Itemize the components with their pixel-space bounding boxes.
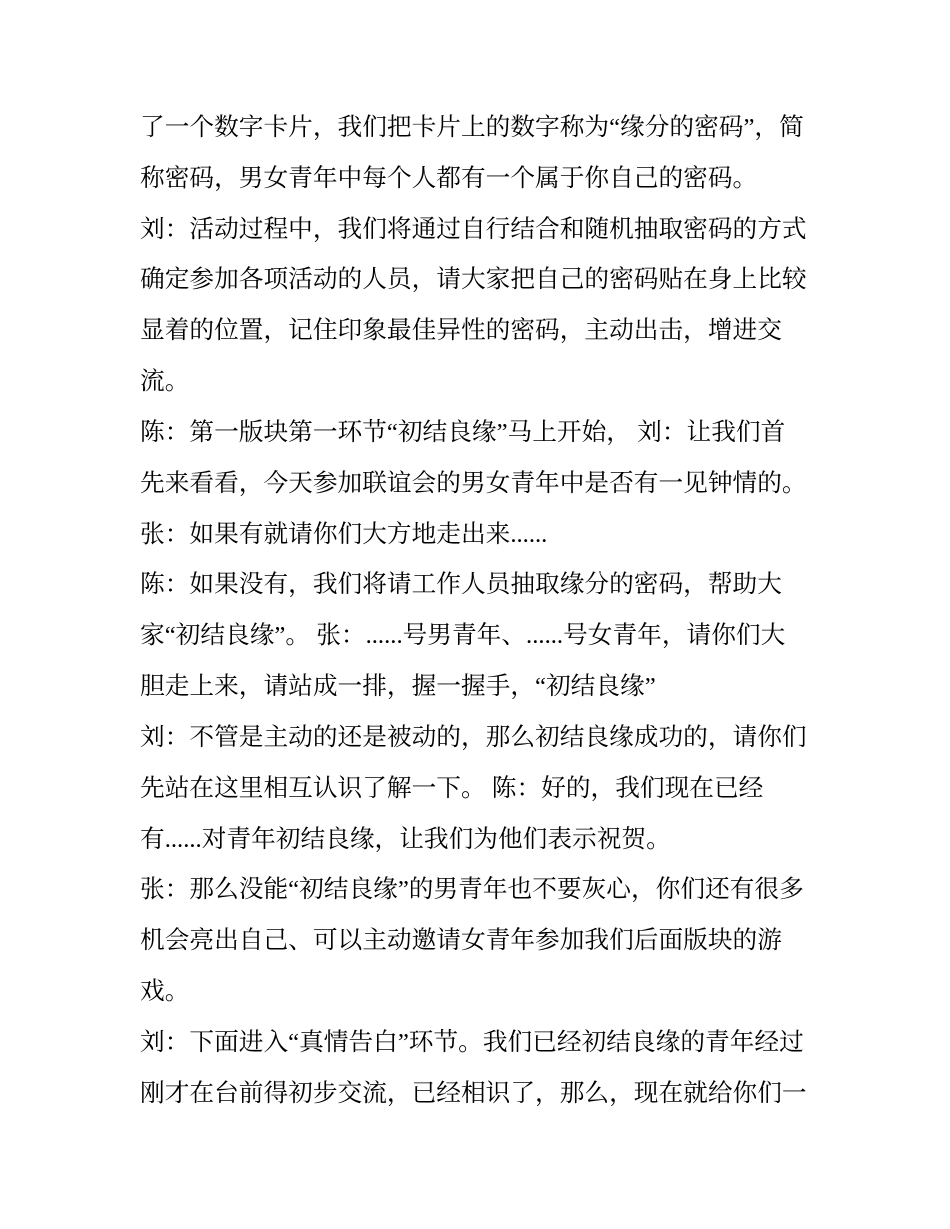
text-line: 张：如果有就请你们大方地走出来......	[140, 520, 548, 548]
text-line: 确定参加各项活动的人员，请大家把自己的密码贴在身上比较	[140, 266, 807, 294]
text-line: 流。	[140, 368, 190, 396]
text-line: 胆走上来，请站成一排，握一握手，“初结良缘”	[140, 673, 656, 701]
text-line: 刘：下面进入“真情告白”环节。我们已经初结良缘的青年经过	[140, 1028, 804, 1056]
text-line: 了一个数字卡片，我们把卡片上的数字称为“缘分的密码”，简	[140, 114, 804, 141]
text-line: 家“初结良缘”。 张：......号男青年、......号女青年，请你们大	[140, 622, 786, 650]
text-line: 刘：活动过程中，我们将通过自行结合和随机抽取密码的方式	[140, 215, 807, 243]
text-line: 陈：第一版块第一环节“初结良缘”马上开始， 刘：让我们首	[140, 418, 786, 446]
text-line: 有......对青年初结良缘，让我们为他们表示祝贺。	[140, 825, 671, 853]
text-line: 刚才在台前得初步交流，已经相识了，那么，现在就给你们一	[140, 1079, 807, 1107]
text-line: 戏。	[140, 978, 190, 1006]
text-line: 称密码，男女青年中每个人都有一个属于你自己的密码。	[140, 164, 758, 192]
text-line: 先来看看，今天参加联谊会的男女青年中是否有一见钟情的。	[140, 469, 807, 497]
text-line: 显着的位置，记住印象最佳异性的密码，主动出击，增进交	[140, 317, 782, 345]
text-line: 刘：不管是主动的还是被动的，那么初结良缘成功的，请你们	[140, 723, 807, 751]
text-line: 机会亮出自己、可以主动邀请女青年参加我们后面版块的游	[140, 927, 782, 955]
document-body	[140, 103, 840, 1120]
text-line: 张：那么没能“初结良缘”的男青年也不要灰心，你们还有很多	[140, 876, 804, 904]
text-line: 陈：如果没有，我们将请工作人员抽取缘分的密码，帮助大	[140, 571, 782, 599]
text-line: 先站在这里相互认识了解一下。 陈：好的，我们现在已经	[140, 774, 764, 802]
